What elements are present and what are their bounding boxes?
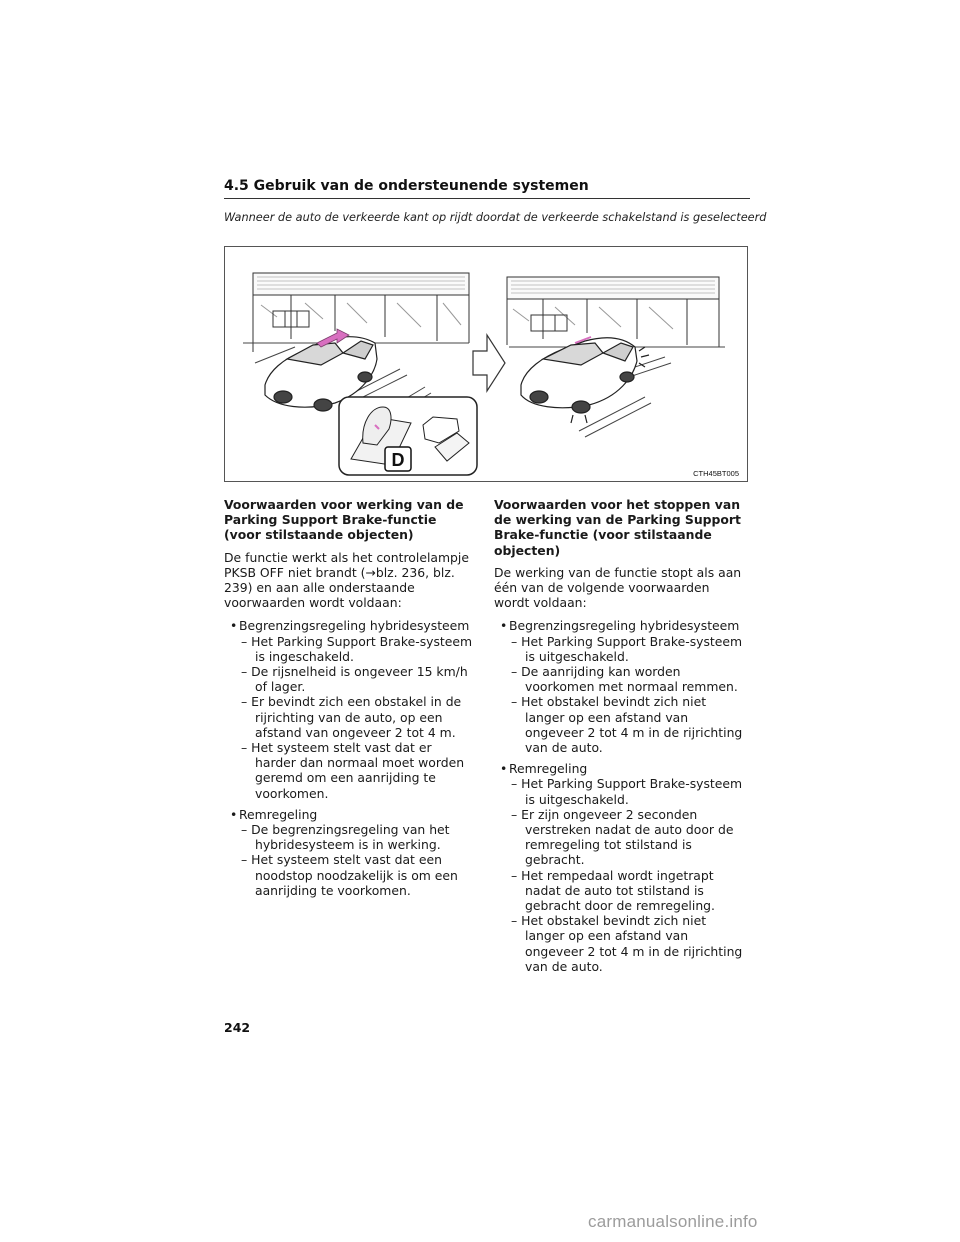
left-list-item: – Het Parking Support Brake-systeem is ingeschakeld. <box>224 634 474 664</box>
right-list-item: – Er zijn ongeveer 2 seconden verstreken nadat de auto door de remregeling tot stilstand is gebracht. <box>494 807 744 868</box>
right-list-item: – Het obstakel bevindt zich niet langer op een afstand van ongeveer 2 tot 4 m in de rijrichting van de auto. <box>494 913 744 974</box>
page-number: 242 <box>224 1020 251 1035</box>
left-column <box>224 497 474 904</box>
left-bullet-hybrid <box>224 618 474 800</box>
left-list-item: – Er bevindt zich een obstakel in de rijrichting van de auto, op een afstand van ongeveer 2 tot 4 m. <box>224 694 474 740</box>
right-bullet-hybrid <box>494 618 744 755</box>
right-list-item: – Het obstakel bevindt zich niet langer op een afstand van ongeveer 2 tot 4 m in de rijrichting van de auto. <box>494 694 744 755</box>
left-list-item: – De begrenzingsregeling van het hybridesysteem is in werking. <box>224 822 474 852</box>
right-list-item: – Het rempedaal wordt ingetrapt nadat de auto tot stilstand is gebracht door de remregeling. <box>494 868 744 914</box>
left-bullet-brake <box>224 807 474 898</box>
right-bullet-label: • Begrenzingsregeling hybridesysteem <box>494 618 744 633</box>
illustration-panel <box>224 246 748 482</box>
gear-label: D <box>391 450 405 470</box>
right-bullet-brake <box>494 761 744 974</box>
parking-illustration <box>225 247 749 483</box>
left-bullet-label: • Begrenzingsregeling hybridesysteem <box>224 618 474 633</box>
figure-caption: Wanneer de auto de verkeerde kant op rijdt doordat de verkeerde schakelstand is geselecteerd <box>224 211 767 224</box>
right-list-item: – Het Parking Support Brake-systeem is uitgeschakeld. <box>494 776 744 806</box>
left-heading: Voorwaarden voor werking van de Parking Support Brake-functie (voor stilstaande objecten) <box>224 497 464 543</box>
left-list-item: – Het systeem stelt vast dat een noodstop noodzakelijk is om een aanrijding te voorkomen. <box>224 852 474 898</box>
right-list-item: – De aanrijding kan worden voorkomen met normaal remmen. <box>494 664 744 694</box>
building-right <box>507 277 719 347</box>
transition-arrow-icon <box>473 335 505 391</box>
right-column <box>494 497 744 980</box>
right-list-item: – Het Parking Support Brake-systeem is uitgeschakeld. <box>494 634 744 664</box>
section-title: 4.5 Gebruik van de ondersteunende systemen <box>224 178 750 199</box>
right-bullet-label: • Remregeling <box>494 761 744 776</box>
left-intro: De functie werkt als het controlelampje PKSB OFF niet brandt (→blz. 236, blz. 239) en aan alle onderstaande voorwaarden wordt voldaan: <box>224 549 469 611</box>
left-list-item: – De rijsnelheid is ongeveer 15 km/h of lager. <box>224 664 474 694</box>
left-bullet-label: • Remregeling <box>224 807 474 822</box>
car-right <box>521 338 637 413</box>
watermark-link[interactable]: carmanualsonline.info <box>588 1212 758 1231</box>
right-intro: De werking van de functie stopt als aan één van de volgende voorwaarden wordt voldaan: <box>494 564 742 611</box>
left-list-item: – Het systeem stelt vast dat er harder dan normaal moet worden geremd om een aanrijding te voorkomen. <box>224 740 474 801</box>
right-heading: Voorwaarden voor het stoppen van de werking van de Parking Support Brake-functie (voor stilstaande objecten) <box>494 497 741 558</box>
figure-code: CTH45BT005 <box>693 469 739 478</box>
